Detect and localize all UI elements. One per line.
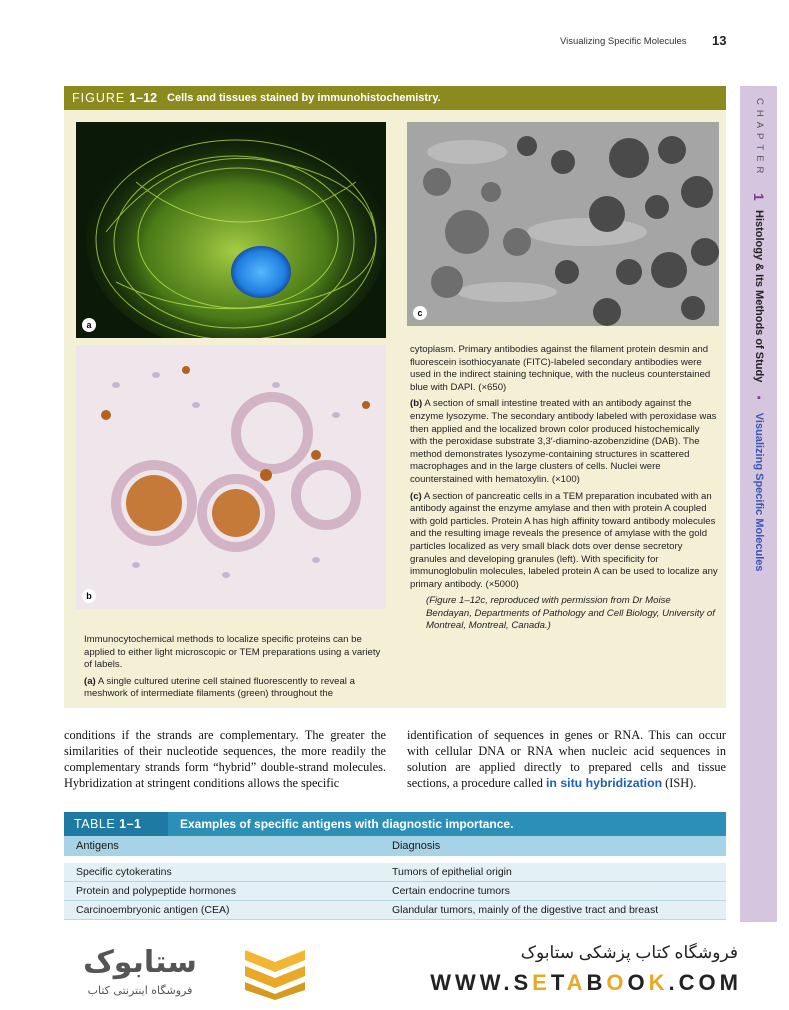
caption-c bbox=[410, 491, 718, 592]
table-row bbox=[64, 901, 726, 920]
table-column-headers bbox=[64, 836, 726, 856]
body-right-end: (ISH). bbox=[662, 776, 697, 790]
url-suffix: .COM bbox=[668, 970, 742, 995]
table-title: Examples of specific antigens with diagnostic importance. bbox=[168, 812, 726, 836]
chapter-number: 1 bbox=[751, 193, 767, 202]
caption-a bbox=[84, 676, 384, 701]
caption-intro: Immunocytochemical methods to localize specific proteins can be applied to either light microscopic or TEM preparations using a variety of labels. bbox=[84, 634, 381, 671]
caption-b-text: A section of small intestine treated with an antibody against the enzyme lysozyme. The secondary antibody labeled with peroxidase was then applied and the localized brown color produced histochemically with the peroxidase substrate 3,3′-diamino-azobenzidine (DAB). The method demonstrates lysozyme-containing structures in scattered macrophages and in the large clusters of cells. Nuclei were counterstained with hematoxylin. (×100) bbox=[410, 398, 717, 485]
url-letter: B bbox=[586, 970, 607, 995]
logo-text: ستابوک bbox=[83, 945, 197, 980]
table-number: 1–1 bbox=[119, 817, 142, 831]
body-text-right bbox=[407, 727, 726, 791]
micrograph-a-fluorescent-cell bbox=[76, 122, 386, 338]
caption-b-label: (b) bbox=[410, 398, 423, 410]
caption-a-text: A single cultured uterine cell stained fluorescently to reveal a meshwork of intermediate filaments (green) throughout the bbox=[84, 675, 355, 700]
bullet-separator: ▪ bbox=[753, 391, 765, 404]
table-cell: Specific cytokeratins bbox=[76, 866, 172, 878]
figure-number: 1–12 bbox=[129, 91, 158, 105]
url-prefix: WWW. bbox=[430, 970, 514, 995]
table-row bbox=[64, 882, 726, 901]
table-label-word: TABLE bbox=[74, 817, 116, 831]
section-title: Visualizing Specific Molecules bbox=[753, 412, 765, 572]
store-name: فروشگاه کتاب پزشکی ستابوک bbox=[520, 943, 738, 962]
column-header-diagnosis: Diagnosis bbox=[392, 840, 441, 852]
table-cell: Protein and polypeptide hormones bbox=[76, 885, 236, 897]
table-row bbox=[64, 863, 726, 882]
panel-label-a: a bbox=[82, 318, 96, 332]
table-cell: Certain endocrine tumors bbox=[392, 885, 510, 897]
caption-b bbox=[410, 398, 718, 486]
setabook-logo bbox=[60, 942, 230, 1007]
term-in-situ-hybridization[interactable]: in situ hybridization bbox=[545, 776, 663, 790]
logo-subtext: فروشگاه اینترنتی کتاب bbox=[87, 984, 193, 997]
setabook-chevron-icon bbox=[240, 944, 310, 1005]
micrograph-c-tem-pancreas bbox=[407, 122, 719, 326]
url-letter: T bbox=[550, 970, 567, 995]
url-letter: O bbox=[606, 970, 628, 995]
panel-label-c: c bbox=[413, 306, 427, 320]
url-letter: A bbox=[566, 970, 587, 995]
caption-a-continuation: cytoplasm. Primary antibodies against the filament protein desmin and fluorescein isothiocyanate (FITC)-labeled secondary antibodies were used in the indirect staining technique, with the nucleus counterstained blue with DAPI. (×650) bbox=[410, 344, 711, 393]
caption-c-label: (c) bbox=[410, 490, 422, 502]
body-right-text: identification of sequences in genes or RNA. This can occur with cellular DNA or RNA when nucleic acid sequences in solution are applied directly to prepared cells and tissue sections, a procedure called bbox=[407, 728, 726, 790]
url-letter: S bbox=[513, 970, 533, 995]
chapter-side-text bbox=[750, 98, 768, 572]
figure-header bbox=[64, 86, 726, 110]
figure-title: Cells and tissues stained by immunohistochemistry. bbox=[167, 92, 441, 104]
figure-caption-right bbox=[410, 344, 718, 637]
caption-credit: (Figure 1–12c, reproduced with permission from Dr Moise Bendayan, Departments of Pathology and Cell Biology, University of Montreal, Montreal, Canada.) bbox=[426, 595, 715, 632]
page-number: 13 bbox=[712, 33, 727, 48]
table-cell: Carcinoembryonic antigen (CEA) bbox=[76, 904, 230, 916]
url-letter: O bbox=[627, 970, 649, 995]
micrograph-b-intestine bbox=[76, 345, 386, 609]
table-header bbox=[64, 812, 726, 836]
table-cell: Glandular tumors, mainly of the digestive tract and breast bbox=[392, 904, 659, 916]
chapter-title: Histology & Its Methods of Study bbox=[753, 210, 765, 383]
figure-caption-left bbox=[84, 634, 384, 705]
figure-label: FIGURE bbox=[72, 91, 126, 105]
table-label bbox=[64, 817, 168, 831]
caption-c-text: A section of pancreatic cells in a TEM preparation incubated with an antibody against the enzyme amylase and then with protein A coupled with gold particles. Protein A has high affinity toward antibody molecules and the resulting image reveals the presence of amylase with the gold particles localized as very small black dots over dense secretory granules and developing granules (left). With specificity for immunoglobulin molecules, labeled protein A can be used to localize any primary antibody. (×5000) bbox=[410, 490, 718, 590]
running-head: Visualizing Specific Molecules bbox=[560, 36, 687, 47]
column-header-antigens: Antigens bbox=[76, 840, 119, 852]
table-cell: Tumors of epithelial origin bbox=[392, 866, 512, 878]
url-letter: E bbox=[532, 970, 551, 995]
store-url bbox=[410, 970, 742, 996]
panel-label-b: b bbox=[82, 589, 96, 603]
chapter-word: CHAPTER bbox=[754, 98, 765, 179]
caption-a-label: (a) bbox=[84, 675, 96, 687]
body-text-left: conditions if the strands are complementary. The greater the similarities of their nucleotide sequences, the more readily the complementary strands form “hybrid” double-strand molecules. Hybridization at stringent conditions allows the specific bbox=[64, 728, 386, 790]
url-letter: K bbox=[648, 970, 669, 995]
